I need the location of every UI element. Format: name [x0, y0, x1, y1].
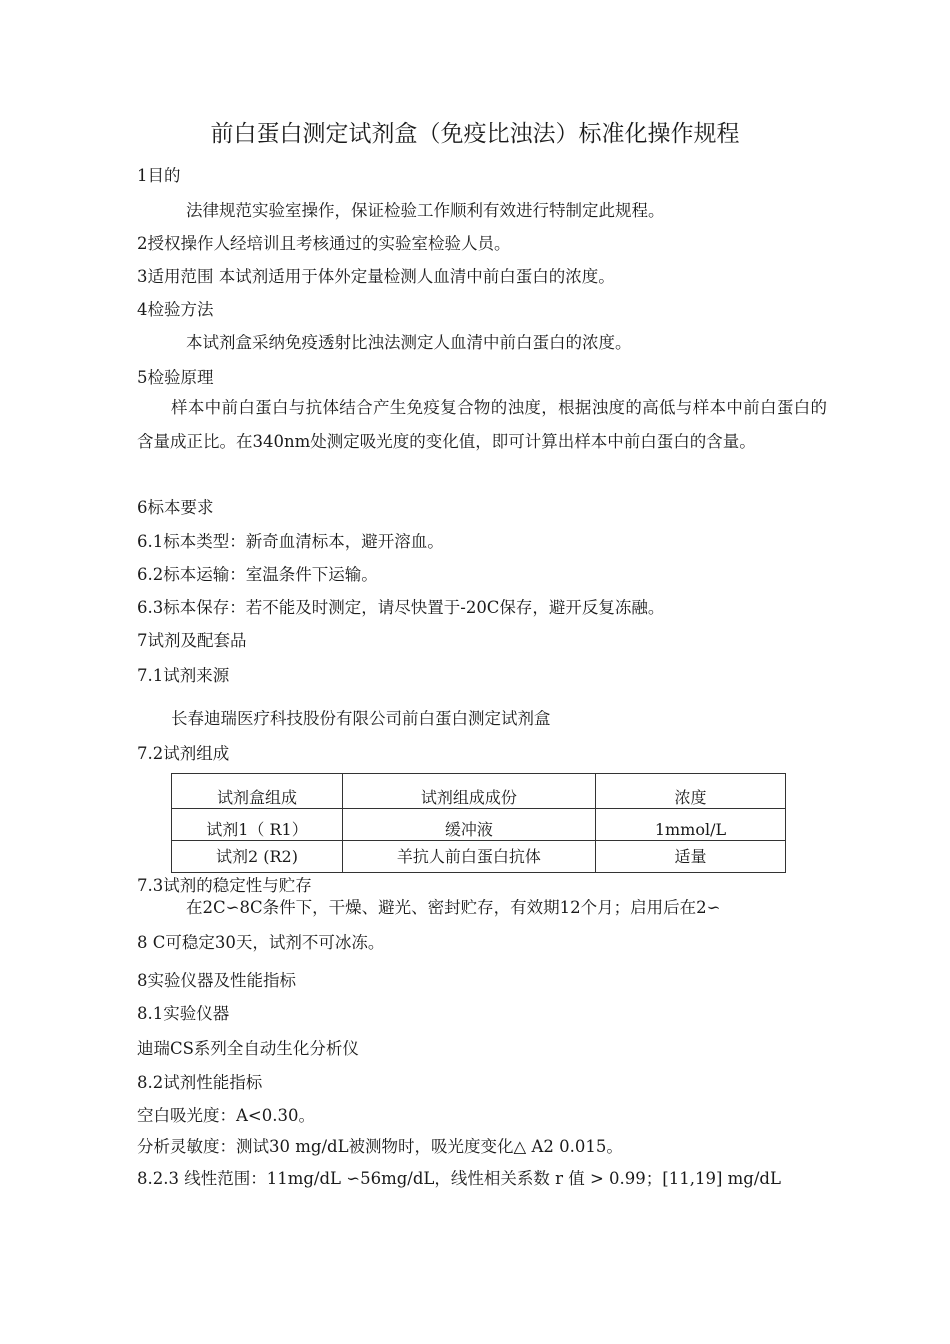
blank-absorbance: 空白吸光度：A<0.30。: [137, 1106, 315, 1125]
section-7-1-heading: 7.1试剂来源: [137, 666, 230, 685]
section-1-body: 法律规范实验室操作，保证检验工作顺利有效进行特制定此规程。: [186, 201, 665, 220]
stability-line-1: 在2C∽8C条件下，干燥、避光、密封贮存，有效期12个月；启用后在2∽: [186, 898, 721, 917]
table-row: [172, 809, 786, 841]
table-cell: 羊抗人前白蛋白抗体: [342, 841, 595, 873]
section-8-2-heading: 8.2试剂性能指标: [137, 1073, 263, 1092]
section-5-body: 样本中前白蛋白与抗体结合产生免疫复合物的浊度，根据浊度的高低与样本中前白蛋白的含量成正比。在340nm处测定吸光度的变化值，即可计算出样本中前白蛋白的含量。: [137, 398, 827, 451]
section-3-line: 3适用范围 本试剂适用于体外定量检测人血清中前白蛋白的浓度。: [137, 267, 615, 286]
instrument-name: 迪瑞CS系列全自动生化分析仪: [137, 1039, 359, 1058]
section-5-heading: 5检验原理: [137, 368, 214, 387]
table-header-cell: 试剂盒组成: [172, 774, 343, 809]
section-4-heading: 4检验方法: [137, 300, 214, 319]
section-7-3-heading: 7.3试剂的稳定性与贮存: [137, 876, 312, 895]
section-4-body: 本试剂盒采纳免疫透射比浊法测定人血清中前白蛋白的浓度。: [186, 333, 632, 352]
section-1-heading: 1目的: [137, 166, 181, 185]
table-row: [172, 841, 786, 873]
linearity-range: 8.2.3 线性范围：11mg/dL ∽56mg/dL，线性相关系数 r 值 > 0.99；[11,19] mg/dL: [137, 1169, 781, 1188]
table-cell: 1mmol/L: [595, 809, 785, 841]
section-8-heading: 8实验仪器及性能指标: [137, 971, 296, 990]
stability-line-2: 8 C可稳定30天，试剂不可冰冻。: [137, 933, 385, 952]
table-cell: 适量: [595, 841, 785, 873]
table-header-row: [172, 774, 786, 809]
table-cell: 缓冲液: [342, 809, 595, 841]
analytical-sensitivity: 分析灵敏度：测试30 mg/dL被测物时，吸光度变化△ A2 0.015。: [137, 1137, 623, 1156]
table-cell: 试剂1（ R1）: [172, 809, 343, 841]
section-6-heading: 6标本要求: [137, 498, 214, 517]
section-6-item-3: 6.3标本保存：若不能及时测定，请尽快置于-20C保存，避开反复冻融。: [137, 598, 665, 617]
section-7-heading: 7试剂及配套品: [137, 631, 247, 650]
section-6-item-2: 6.2标本运输：室温条件下运输。: [137, 565, 378, 584]
document-title: 前白蛋白测定试剂盒（免疫比浊法）标准化操作规程: [210, 121, 740, 147]
section-2-line: 2授权操作人经培训且考核通过的实验室检验人员。: [137, 234, 511, 253]
table-header-cell: 浓度: [595, 774, 785, 809]
table-header-cell: 试剂组成成份: [342, 774, 595, 809]
section-8-1-heading: 8.1实验仪器: [137, 1004, 230, 1023]
reagent-composition-table: [171, 773, 786, 873]
section-7-2-heading: 7.2试剂组成: [137, 744, 230, 763]
table-cell: 试剂2 (R2): [172, 841, 343, 873]
section-6-item-1: 6.1标本类型：新奇血清标本，避开溶血。: [137, 532, 444, 551]
reagent-source: 长春迪瑞医疗科技股份有限公司前白蛋白测定试剂盒: [171, 709, 551, 728]
